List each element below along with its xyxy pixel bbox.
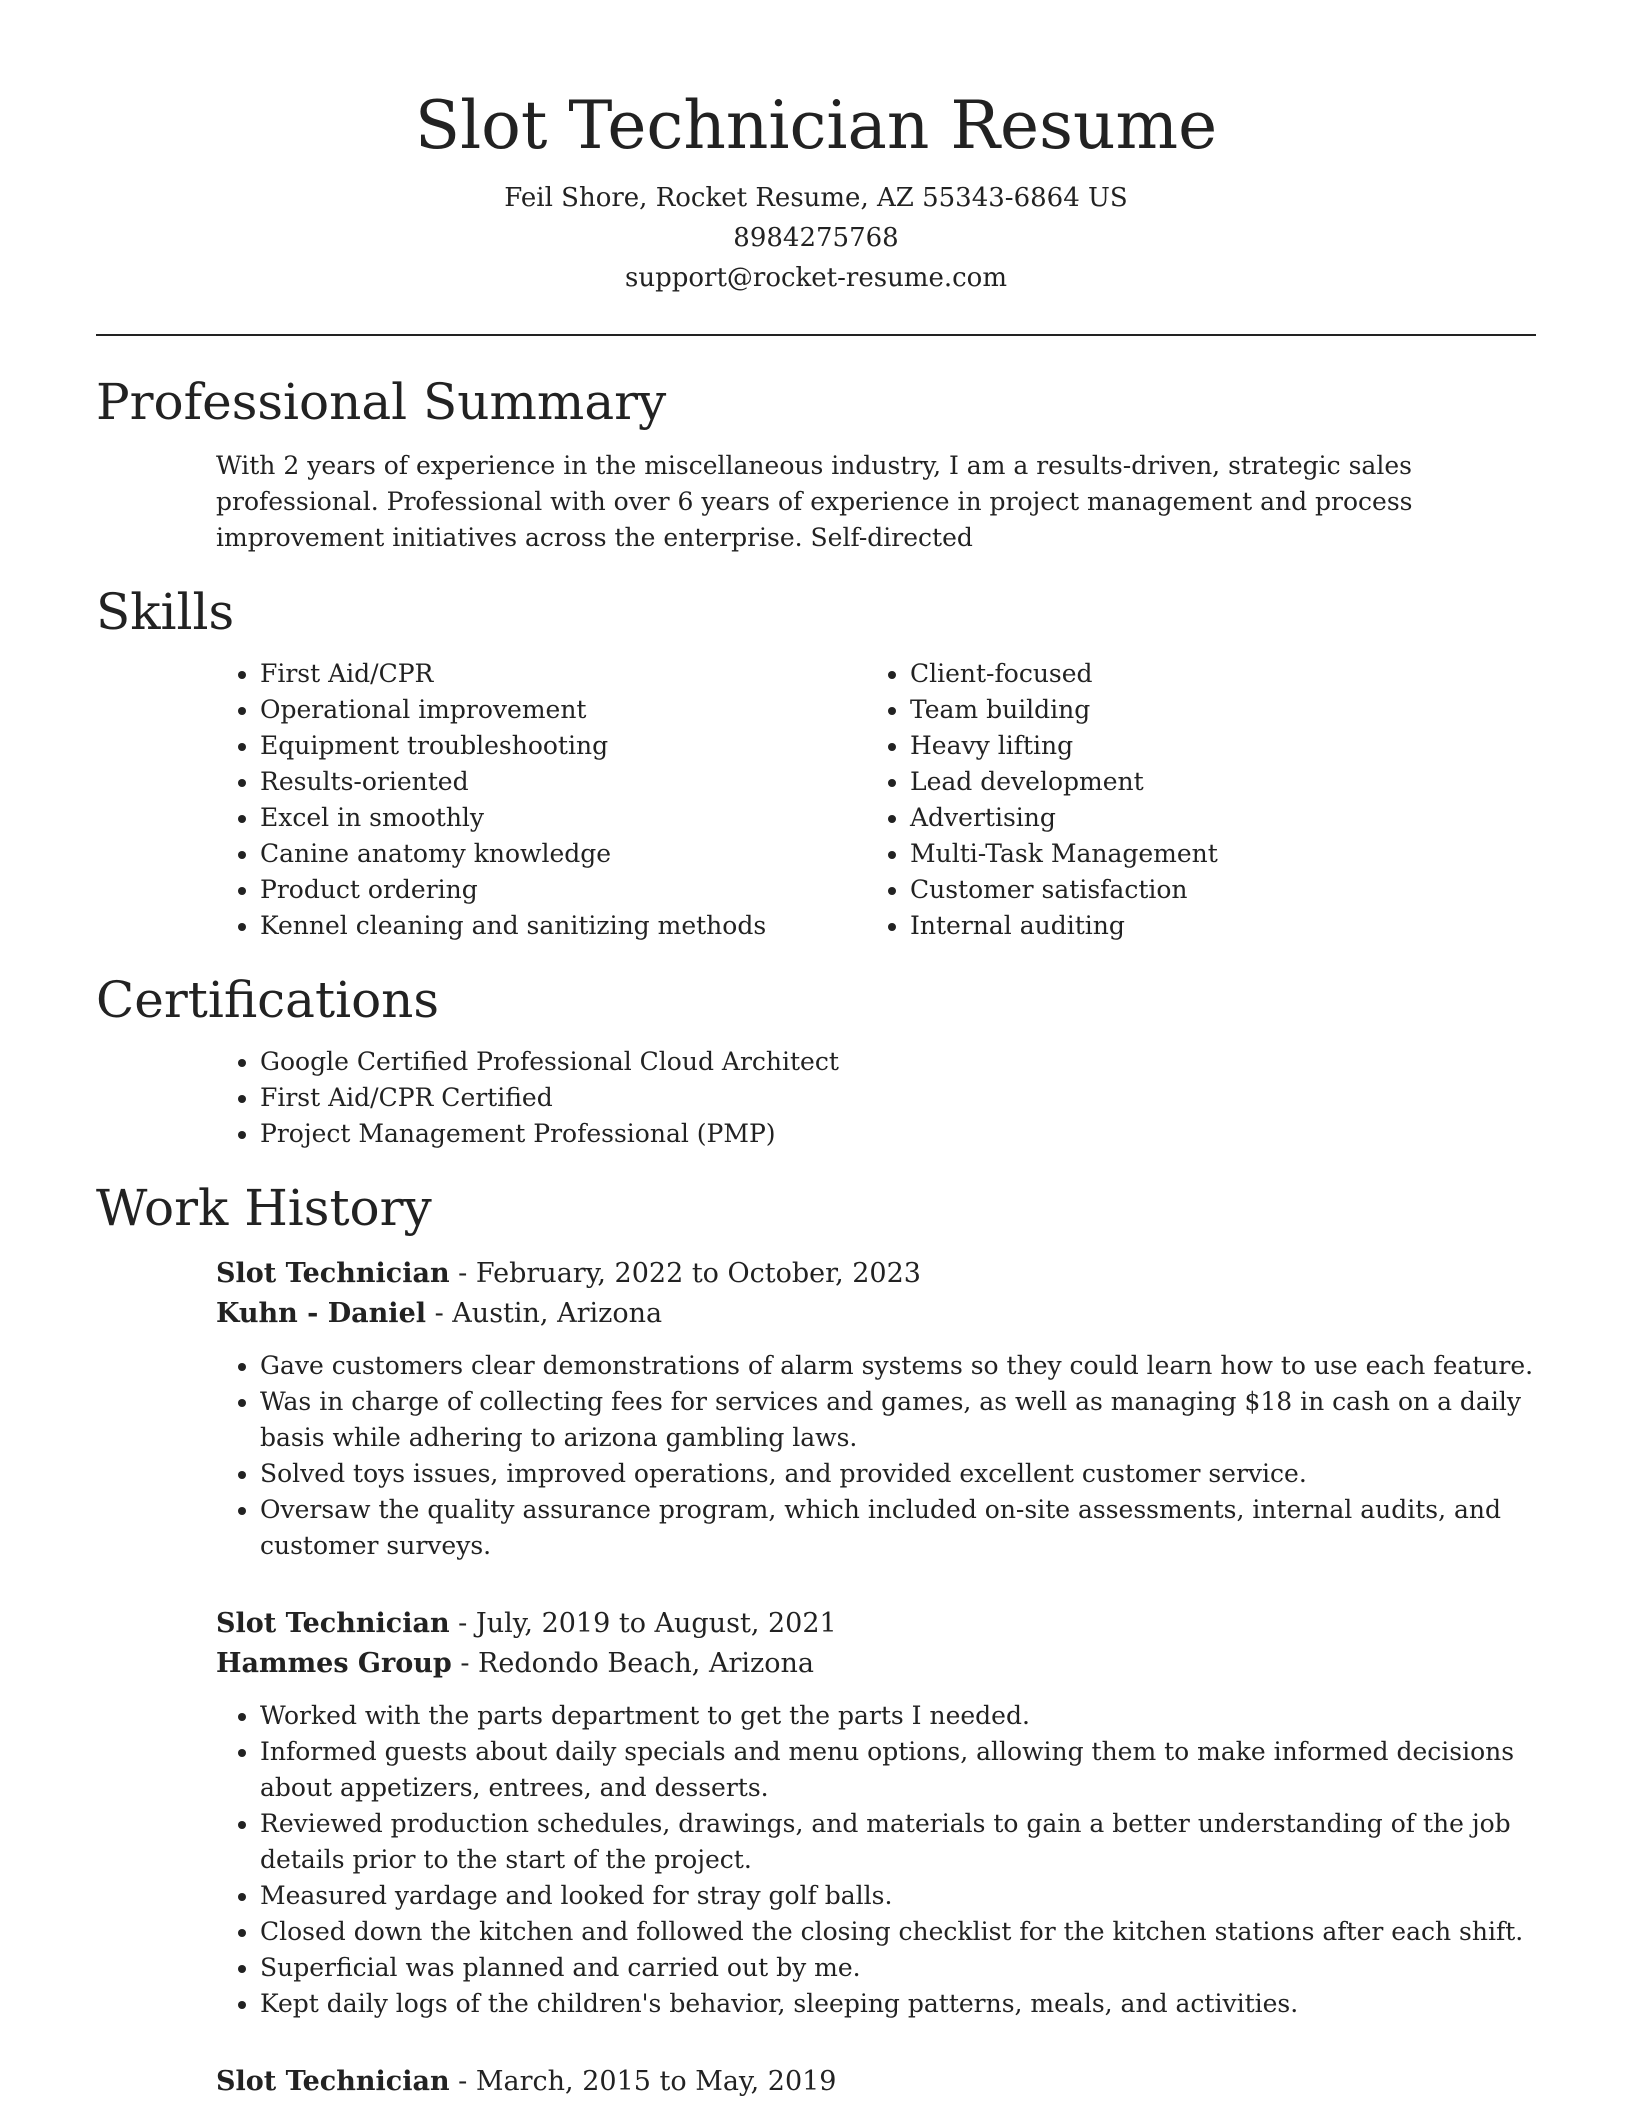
job-dates: - March, 2015 to May, 2019 bbox=[449, 2066, 837, 2097]
job-duty: • Closed down the kitchen and followed the closing checklist for the kitchen stations after each shift. bbox=[260, 1914, 1536, 1950]
job-company-line bbox=[216, 1294, 1536, 1334]
skill-item: • Excel in smoothly bbox=[260, 800, 866, 836]
job-duty: • Worked with the parts department to get the parts I needed. bbox=[260, 1698, 1536, 1734]
contact-info bbox=[96, 178, 1536, 298]
job-duty: • Superficial was planned and carried out by me. bbox=[260, 1950, 1536, 1986]
job-title-line bbox=[216, 2062, 1536, 2102]
certification-item: • Google Certified Professional Cloud Architect bbox=[260, 1044, 1536, 1080]
job-location: - Redondo Beach, Arizona bbox=[451, 1648, 814, 1679]
contact-email: support@rocket-resume.com bbox=[624, 263, 1007, 293]
skill-item: • Kennel cleaning and sanitizing methods bbox=[260, 908, 866, 944]
job-dates: - July, 2019 to August, 2021 bbox=[449, 1608, 837, 1639]
skill-item: • Operational improvement bbox=[260, 692, 866, 728]
job-title: Slot Technician bbox=[216, 1608, 450, 1639]
skill-item: • Customer satisfaction bbox=[910, 872, 1516, 908]
skills-list bbox=[216, 656, 1536, 944]
skill-item: • Canine anatomy knowledge bbox=[260, 836, 866, 872]
summary-text: With 2 years of experience in the miscellaneous industry, I am a results-driven, strategic sales professional. Professional with over 6 years of experience in project management and process improvement initiatives across the enterprise. Self-directed bbox=[216, 451, 1413, 552]
contact-phone: 8984275768 bbox=[733, 223, 899, 253]
job-company: Kuhn - Daniel bbox=[216, 1298, 427, 1329]
job-duty: • Oversaw the quality assurance program, which included on-site assessments, internal audits, and customer surveys. bbox=[260, 1492, 1536, 1564]
job-title-line bbox=[216, 1254, 1536, 1294]
summary-heading: Professional Summary bbox=[96, 373, 667, 431]
skill-item: • Client-focused bbox=[910, 656, 1516, 692]
job-duty: • Was in charge of collecting fees for services and games, as well as managing $18 in cash on a daily basis while adhering to arizona gambling laws. bbox=[260, 1384, 1536, 1456]
skill-item: • Results-oriented bbox=[260, 764, 866, 800]
job-duty: • Solved toys issues, improved operations, and provided excellent customer service. bbox=[260, 1456, 1536, 1492]
job-company-line bbox=[216, 1644, 1536, 1684]
job-duty: • Kept daily logs of the children's behavior, sleeping patterns, meals, and activities. bbox=[260, 1986, 1536, 2022]
job-title-line bbox=[216, 1604, 1536, 1644]
job-entry bbox=[216, 2062, 1536, 2102]
skills-column-right bbox=[866, 656, 1516, 944]
contact-address: Feil Shore, Rocket Resume, AZ 55343-6864 US bbox=[504, 183, 1128, 213]
job-entry bbox=[216, 1254, 1536, 1564]
certification-item: • Project Management Professional (PMP) bbox=[260, 1116, 1536, 1152]
work-history-heading: Work History bbox=[96, 1179, 432, 1237]
skills-column-left bbox=[216, 656, 866, 944]
job-duty: • Reviewed production schedules, drawings, and materials to gain a better understanding of the job details prior to the start of the project. bbox=[260, 1806, 1536, 1878]
job-company: Hammes Group bbox=[216, 1648, 452, 1679]
job-location: - Austin, Arizona bbox=[426, 1298, 663, 1329]
job-duty: • Gave customers clear demonstrations of alarm systems so they could learn how to use each feature. bbox=[260, 1348, 1536, 1384]
certifications-heading: Certifications bbox=[96, 971, 440, 1029]
job-entry bbox=[216, 1604, 1536, 2022]
skill-item: • Multi-Task Management bbox=[910, 836, 1516, 872]
skill-item: • Heavy lifting bbox=[910, 728, 1516, 764]
skill-item: • Product ordering bbox=[260, 872, 866, 908]
job-duties bbox=[216, 1348, 1536, 1564]
header-divider bbox=[96, 334, 1536, 336]
job-duty: • Measured yardage and looked for stray golf balls. bbox=[260, 1878, 1536, 1914]
skills-heading: Skills bbox=[96, 583, 235, 641]
job-title: Slot Technician bbox=[216, 1258, 450, 1289]
page-title: Slot Technician Resume bbox=[414, 87, 1218, 164]
skill-item: • Internal auditing bbox=[910, 908, 1516, 944]
job-duties bbox=[216, 1698, 1536, 2022]
resume-header bbox=[96, 0, 1536, 298]
certifications-list bbox=[216, 1044, 1536, 1152]
job-title: Slot Technician bbox=[216, 2066, 450, 2097]
skill-item: • Team building bbox=[910, 692, 1516, 728]
skill-item: • Advertising bbox=[910, 800, 1516, 836]
certification-item: • First Aid/CPR Certified bbox=[260, 1080, 1536, 1116]
skill-item: • First Aid/CPR bbox=[260, 656, 866, 692]
job-dates: - February, 2022 to October, 2023 bbox=[449, 1258, 921, 1289]
job-duty: • Informed guests about daily specials and menu options, allowing them to make informed decisions about appetizers, entrees, and desserts. bbox=[260, 1734, 1536, 1806]
skill-item: • Lead development bbox=[910, 764, 1516, 800]
skill-item: • Equipment troubleshooting bbox=[260, 728, 866, 764]
